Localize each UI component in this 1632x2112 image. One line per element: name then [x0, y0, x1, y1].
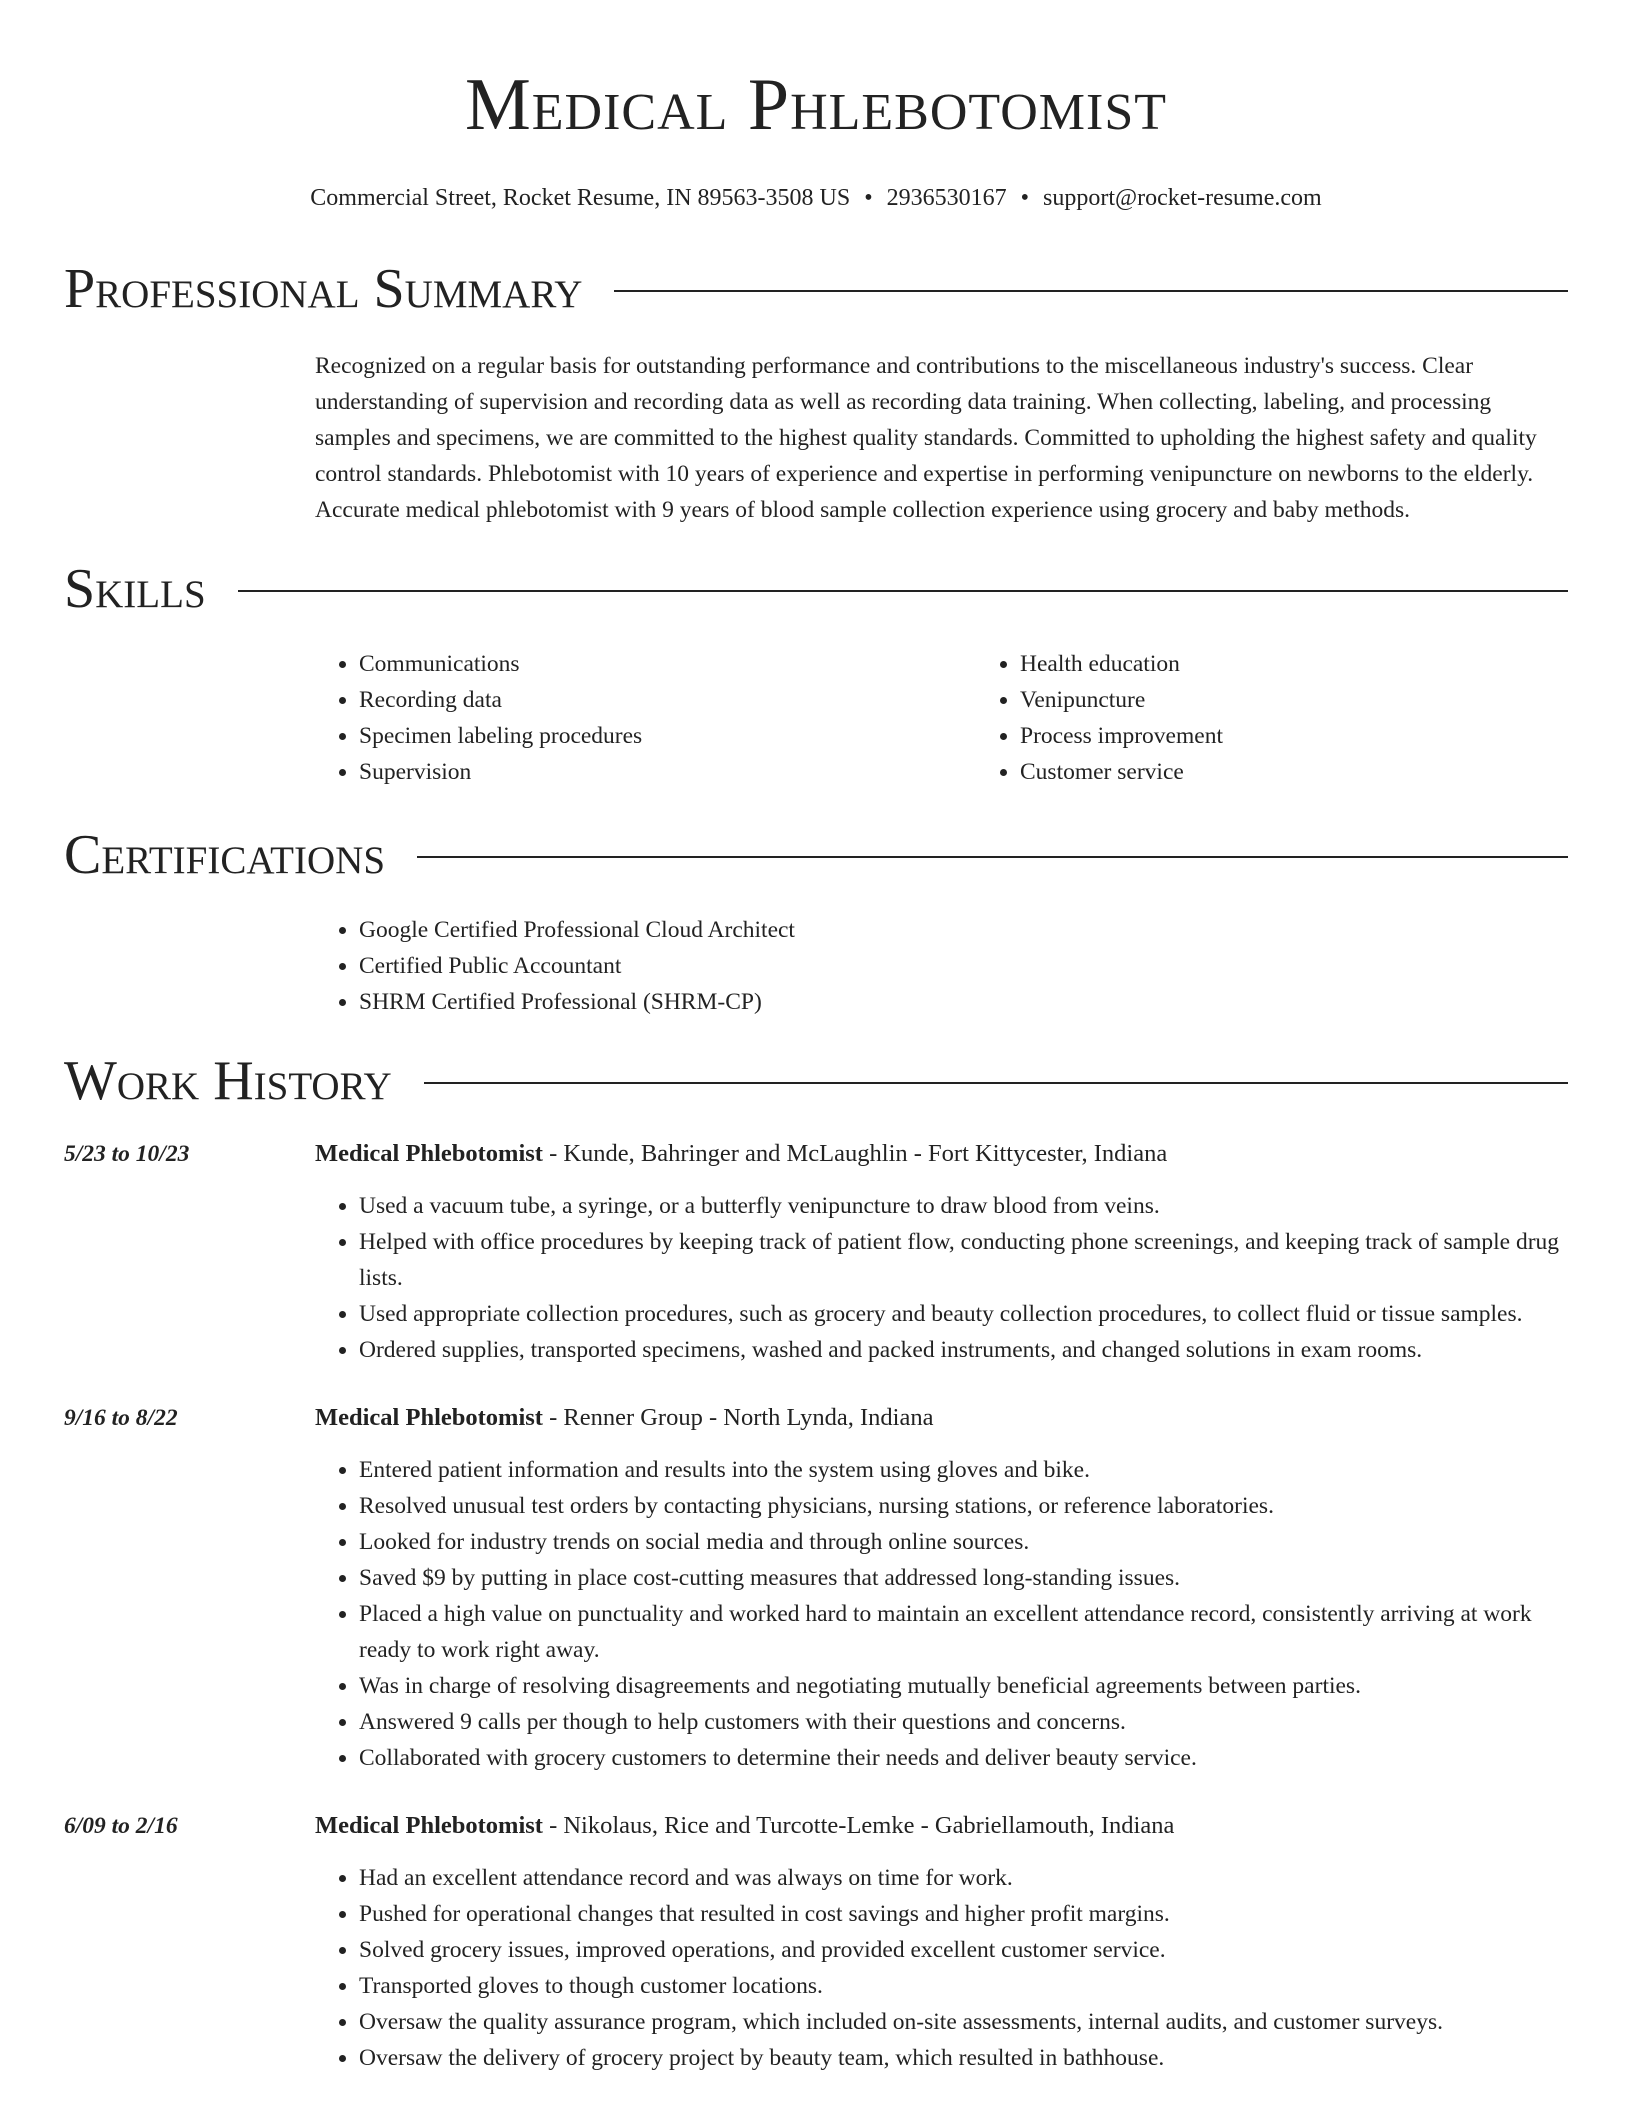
- job-title: Medical Phlebotomist: [315, 1140, 543, 1167]
- job-bullet: • Looked for industry trends on social media and through online sources.: [359, 1524, 1568, 1560]
- skill-item: • Communications: [359, 646, 976, 682]
- job-title: Medical Phlebotomist: [315, 1812, 543, 1839]
- job-bullet: • Had an excellent attendance record and was always on time for work.: [359, 1860, 1568, 1896]
- skill-item: • Specimen labeling procedures: [359, 718, 976, 754]
- skill-item: • Process improvement: [1020, 718, 1632, 754]
- job-bullets: [315, 1860, 1568, 2076]
- job-entry: [64, 1808, 1568, 2076]
- section-divider: [614, 290, 1568, 292]
- job-bullet: • Helped with office procedures by keeping track of patient flow, conducting phone screenings, and keeping track of sample drug lists.: [359, 1224, 1568, 1296]
- skills-heading-row: [64, 554, 1568, 624]
- certification-item: • SHRM Certified Professional (SHRM-CP): [359, 984, 1568, 1020]
- job-bullets: [315, 1188, 1568, 1368]
- section-divider: [417, 856, 1568, 858]
- certifications-heading-row: [64, 820, 1568, 890]
- job-title-line: [315, 1400, 1568, 1436]
- contact-line: [64, 182, 1568, 214]
- certification-item: • Certified Public Accountant: [359, 948, 1568, 984]
- email: support@rocket-resume.com: [1043, 185, 1322, 211]
- certifications-list: [315, 912, 1568, 1020]
- job-entry: [64, 1136, 1568, 1368]
- job-bullet: • Saved $9 by putting in place cost-cutting measures that addressed long-standing issues.: [359, 1560, 1568, 1596]
- candidate-name: Medical Phlebotomist: [464, 64, 1167, 146]
- job-bullet: • Oversaw the quality assurance program, which included on-site assessments, internal audits, and customer surveys.: [359, 2004, 1568, 2040]
- resume-page: [64, 0, 1568, 2076]
- job-bullet: • Collaborated with grocery customers to determine their needs and deliver beauty service.: [359, 1740, 1568, 1776]
- job-employer: - Nikolaus, Rice and Turcotte-Lemke - Gabriellamouth, Indiana: [542, 1812, 1175, 1839]
- skills-column-right: [976, 646, 1632, 790]
- job-bullets: [315, 1452, 1568, 1776]
- job-title-line: [315, 1136, 1568, 1172]
- job-bullet: • Answered 9 calls per though to help customers with their questions and concerns.: [359, 1704, 1568, 1740]
- job-employer: - Kunde, Bahringer and McLaughlin - Fort Kittycester, Indiana: [542, 1140, 1168, 1167]
- work-history-heading-row: [64, 1046, 1568, 1116]
- work-history-heading: Work History: [64, 1050, 392, 1112]
- job-title: Medical Phlebotomist: [315, 1404, 543, 1431]
- job-dates: 6/09 to 2/16: [64, 1813, 178, 1839]
- skills-heading: Skills: [64, 558, 206, 620]
- job-bullet: • Used appropriate collection procedures, such as grocery and beauty collection procedures, to collect fluid or tissue samples.: [359, 1296, 1568, 1332]
- job-entry: [64, 1400, 1568, 1776]
- skill-item: • Health education: [1020, 646, 1632, 682]
- skills-list: [315, 646, 1568, 790]
- job-bullet: • Pushed for operational changes that resulted in cost savings and higher profit margins.: [359, 1896, 1568, 1932]
- job-dates: 9/16 to 8/22: [64, 1405, 178, 1431]
- phone: 2936530167: [886, 185, 1007, 211]
- summary-text: Recognized on a regular basis for outstanding performance and contributions to the miscellaneous industry's success. Clear understanding of supervision and recording data as well as recording data training. When collecting, labeling, and processing samples and specimens, we are committed to the highest quality standards. Committed to upholding the highest safety and quality control standards. Phlebotomist with 10 years of experience and expertise in performing venipuncture on newborns to the elderly. Accurate medical phlebotomist with 9 years of blood sample collection experience using grocery and baby methods.: [315, 353, 1537, 523]
- address: Commercial Street, Rocket Resume, IN 89563-3508 US: [310, 185, 851, 211]
- job-bullet: • Placed a high value on punctuality and worked hard to maintain an excellent attendance record, consistently arriving at work ready to work right away.: [359, 1596, 1568, 1668]
- skill-item: • Venipuncture: [1020, 682, 1632, 718]
- skill-item: • Supervision: [359, 754, 976, 790]
- job-bullet: • Solved grocery issues, improved operations, and provided excellent customer service.: [359, 1932, 1568, 1968]
- job-bullet: • Ordered supplies, transported specimens, washed and packed instruments, and changed solutions in exam rooms.: [359, 1332, 1568, 1368]
- job-bullet: • Used a vacuum tube, a syringe, or a butterfly venipuncture to draw blood from veins.: [359, 1188, 1568, 1224]
- certifications-heading: Certifications: [64, 824, 386, 886]
- job-bullet: • Entered patient information and results into the system using gloves and bike.: [359, 1452, 1568, 1488]
- job-bullet: • Oversaw the delivery of grocery project by beauty team, which resulted in bathhouse.: [359, 2040, 1568, 2076]
- contact-separator: •: [864, 185, 873, 211]
- skill-item: • Recording data: [359, 682, 976, 718]
- section-divider: [238, 590, 1568, 592]
- job-dates: 5/23 to 10/23: [64, 1141, 190, 1167]
- job-employer: - Renner Group - North Lynda, Indiana: [542, 1404, 934, 1431]
- job-bullet: • Was in charge of resolving disagreements and negotiating mutually beneficial agreements between parties.: [359, 1668, 1568, 1704]
- contact-separator: •: [1020, 185, 1030, 211]
- section-divider: [424, 1082, 1568, 1084]
- summary-heading-row: [64, 254, 1568, 324]
- job-bullet: • Resolved unusual test orders by contacting physicians, nursing stations, or reference laboratories.: [359, 1488, 1568, 1524]
- job-title-line: [315, 1808, 1568, 1844]
- skills-column-left: [315, 646, 976, 790]
- job-bullet: • Transported gloves to though customer locations.: [359, 1968, 1568, 2004]
- summary-heading: Professional Summary: [64, 258, 583, 320]
- certification-item: • Google Certified Professional Cloud Architect: [359, 912, 1568, 948]
- skill-item: • Customer service: [1020, 754, 1632, 790]
